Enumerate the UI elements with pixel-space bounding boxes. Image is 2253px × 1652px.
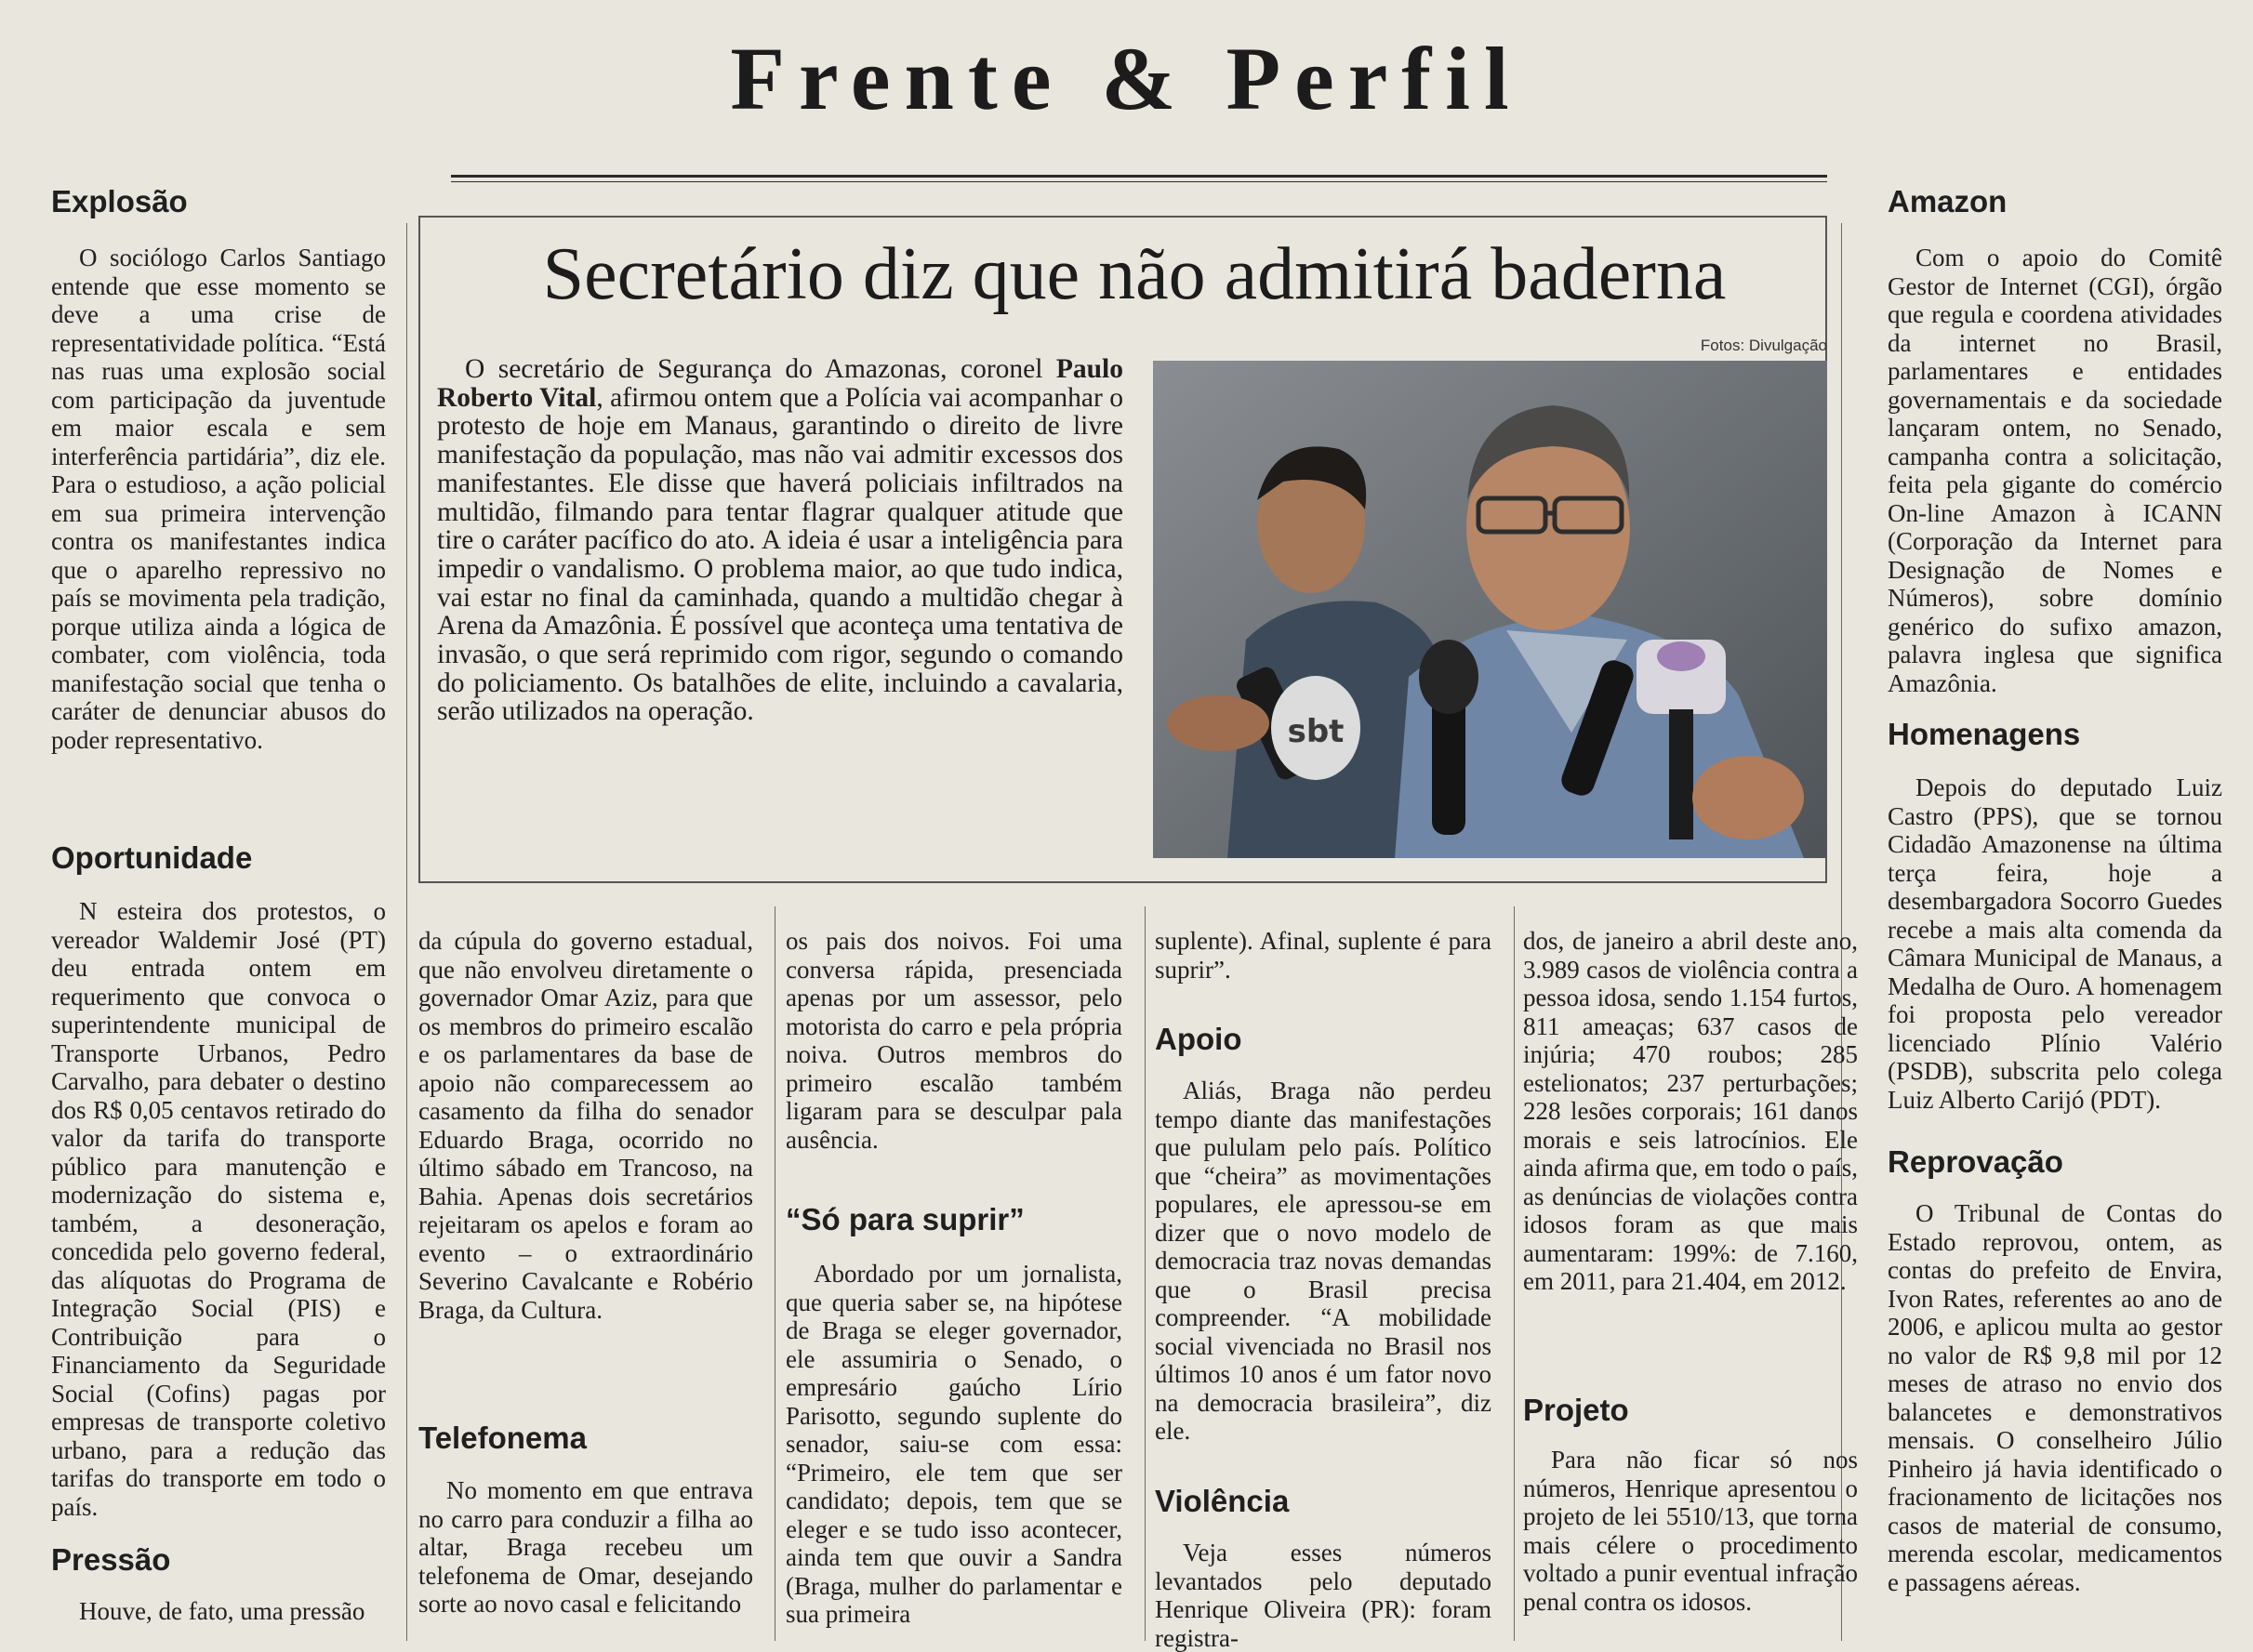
lead-story-text xyxy=(437,355,1123,726)
lead-text: , afirmou ontem que a Polícia vai acompanhar o protesto de hoje em Manaus, garantindo o direito de livre manifestação da população, mas não vai admitir excessos dos manifestantes. Ele disse que haverá policiais infiltrados na multidão, filmando para tentar flagrar qualquer atitude que tire o caráter pacífico do ato. A ideia é usar a inteligência para impedir o vandalismo. O problema maior, ao que tudo indica, vai estar no final da caminhada, quando a multidão chegar à Arena da Amazônia. É possível que aconteça uma tentativa de invasão, o que será reprimido com rigor, segundo o comando do policiamento. Os batalhões de elite, incluindo a cavalaria, serão utilizados na operação. xyxy=(437,382,1123,727)
masthead: Frente & Perfil xyxy=(730,29,1523,128)
section-heading-explosao: Explosão xyxy=(51,184,188,218)
section-heading-projeto: Projeto xyxy=(1523,1393,1629,1427)
section-text-violencia-cont: dos, de janeiro a abril deste ano, 3.989 casos de violência contra a pessoa idosa, sendo 1.154 furtos, 811 ameaças; 637 casos de injúria; 470 roubos; 285 estelionatos; 237 perturbações; 228 lesões corporais; 161 danos morais e seis latrocínios. Ele ainda afirma que, em todo o país, as denúncias de violações contra idosos foram as que mais aumentaram: 199%: de 7.160, em 2011, para 21.404, em 2012. xyxy=(1523,927,1858,1295)
section-text-projeto: Para não ficar só nos números, Henrique apresentou o projeto de lei 5510/13, que torna mais célere o procedimento voltado a punir eventual infração penal contra os idosos. xyxy=(1523,1446,1858,1616)
section-text-reprovacao: O Tribunal de Contas do Estado reprovou, ontem, as contas do prefeito de Envira, Ivon Rates, referentes ao ano de 2006, e aplicou multa ao gestor no valor de R$ 9,8 mil por 12 meses de atraso no envio dos balancetes e demonstrativos mensais. O conselheiro Júlio Pinheiro já havia identificado o fracionamento de licitações nos casos de material de consumo, merenda escolar, medicamentos e passagens aéreas. xyxy=(1888,1199,2222,1596)
section-heading-telefonema: Telefonema xyxy=(418,1421,587,1455)
photo-credit: Fotos: Divulgação xyxy=(1700,337,1827,354)
section-text-oportunidade: N esteira dos protestos, o vereador Waldemir José (PT) deu entrada ontem em requerimento que convoca o superintendente municipal de Transporte Urbanos, Pedro Carvalho, para debater o destino dos R$ 0,05 centavos retirado do valor da tarifa do transporte público para manutenção e modernização do sistema e, também, a desoneração, concedida pelo governo federal, das alíquotas do Programa de Integração Social (PIS) e Contribuição para o Financiamento da Seguridade Social (Cofins) pagas por empresas de transporte coletivo urbano, para a redução das tarifas do transporte em todo o país. xyxy=(51,897,386,1521)
news-photo xyxy=(1153,361,1827,858)
lead-name: Paulo Roberto Vital xyxy=(437,354,1123,413)
section-text-pressao: Houve, de fato, uma pressão xyxy=(79,1597,365,1625)
section-text-telefonema: No momento em que entrava no carro para conduzir a filha ao altar, Braga recebeu um telefonema de Omar, desejando sorte ao novo casal e felicitando xyxy=(418,1476,753,1618)
masthead-rule-thin xyxy=(451,181,1827,182)
section-text-pressao-cont: da cúpula do governo estadual, que não envolveu diretamente o governador Omar Aziz, para que os membros do primeiro escalão e os parlamentares da base de apoio não comparecessem ao casamento da filha do senador Eduardo Braga, ocorrido no último sábado em Trancoso, na Bahia. Apenas dois secretários rejeitaram os apelos e foram ao evento – o extraordinário Severino Cavalcante e Robério Braga, da Cultura. xyxy=(418,927,753,1324)
column-rule xyxy=(406,223,407,1641)
hand xyxy=(1692,756,1804,839)
section-heading-oportunidade: Oportunidade xyxy=(51,840,253,875)
section-text-suprir-cont: suplente). Afinal, suplente é para suprir”. xyxy=(1155,927,1491,984)
column-rule xyxy=(1514,906,1515,1641)
section-text-explosao: O sociólogo Carlos Santiago entende que esse momento se deve a uma crise de representatividade política. “Está nas ruas uma explosão social com participação da juventude em maior escala e sem interferência partidária”, diz ele. Para o estudioso, a ação policial em sua primeira intervenção contra os manifestantes indica que o aparelho repressivo no país se movimenta pela tradição, porque utiliza ainda a lógica de combater, com violência, toda manifestação social que tenha o caráter de denunciar abusos do poder representativo. xyxy=(51,244,386,754)
sbt-logo-text: sbt xyxy=(1287,713,1345,750)
section-text-homenagens: Depois do deputado Luiz Castro (PPS), que se tornou Cidadão Amazonense na última terça feira, hoje a desembargadora Socorro Guedes recebe a mais alta comenda da Câmara Municipal de Manaus, a Medalha de Ouro. A homenagem foi proposta pelo vereador licenciado Plínio Valério (PSDB), subscrita pelo colega Luiz Alberto Carijó (PDT). xyxy=(1888,773,2222,1114)
lead-intro: O secretário de Segurança do Amazonas, coronel xyxy=(465,354,1043,384)
section-heading-reprovacao: Reprovação xyxy=(1888,1144,2063,1179)
section-heading-homenagens: Homenagens xyxy=(1888,717,2081,751)
section-text-telefonema-cont: os pais dos noivos. Foi uma conversa rápida, presenciada apenas por um assessor, pelo motorista do carro e pela própria noiva. Outros membros do primeiro escalão também ligaram para se desculpar pala ausência. xyxy=(786,927,1122,1154)
masthead-rule xyxy=(451,175,1827,178)
section-heading-amazon: Amazon xyxy=(1888,184,2008,218)
section-heading-violencia: Violência xyxy=(1155,1484,1290,1518)
section-text-so-para-suprir: Abordado por um jornalista, que queria saber se, na hipótese de Braga se eleger governador, ele assumiria o Senado, o empresário gaúcho Lírio Parisotto, segundo suplente do senador, saiu-se com essa: “Primeiro, ele tem que ser candidato; depois, tem que se eleger e se tudo isso acontecer, ainda tem que ouvir a Sandra (Braga, mulher do parlamentar e sua primeira xyxy=(786,1260,1122,1628)
section-heading-apoio: Apoio xyxy=(1155,1022,1242,1056)
section-text-apoio: Aliás, Braga não perdeu tempo diante das manifestações que pululam pelo país. Político que “cheira” as movimentações populares, ele apressou-se em dizer que o novo modelo de democracia traz novas demandas que o Brasil precisa compreender. “A mobilidade social vivenciada no Brasil nos últimos 10 anos é um fator novo na democracia brasileira”, diz ele. xyxy=(1155,1077,1491,1445)
section-text-violencia: Veja esses números levantados pelo deputado Henrique Oliveira (PR): foram registra- xyxy=(1155,1539,1491,1652)
hand xyxy=(1167,695,1269,751)
section-text-amazon: Com o apoio do Comitê Gestor de Internet (CGI), órgão que regula e coordena atividades da internet no Brasil, parlamentares e entidades governamentais e da sociedade lançaram ontem, no Senado, campanha contra a solicitação, feita pela gigante do comércio On-line Amazon à ICANN (Corporação da Internet para Designação de Nomes e Números), sobre domínio genérico do sufixo amazon, palavra inglesa que significa Amazônia. xyxy=(1888,244,2222,697)
section-heading-so-para-suprir: “Só para suprir” xyxy=(786,1202,1025,1236)
section-heading-pressao: Pressão xyxy=(51,1542,171,1577)
headline: Secretário diz que não admitirá baderna xyxy=(542,233,1727,315)
column-rule xyxy=(1145,906,1146,1641)
